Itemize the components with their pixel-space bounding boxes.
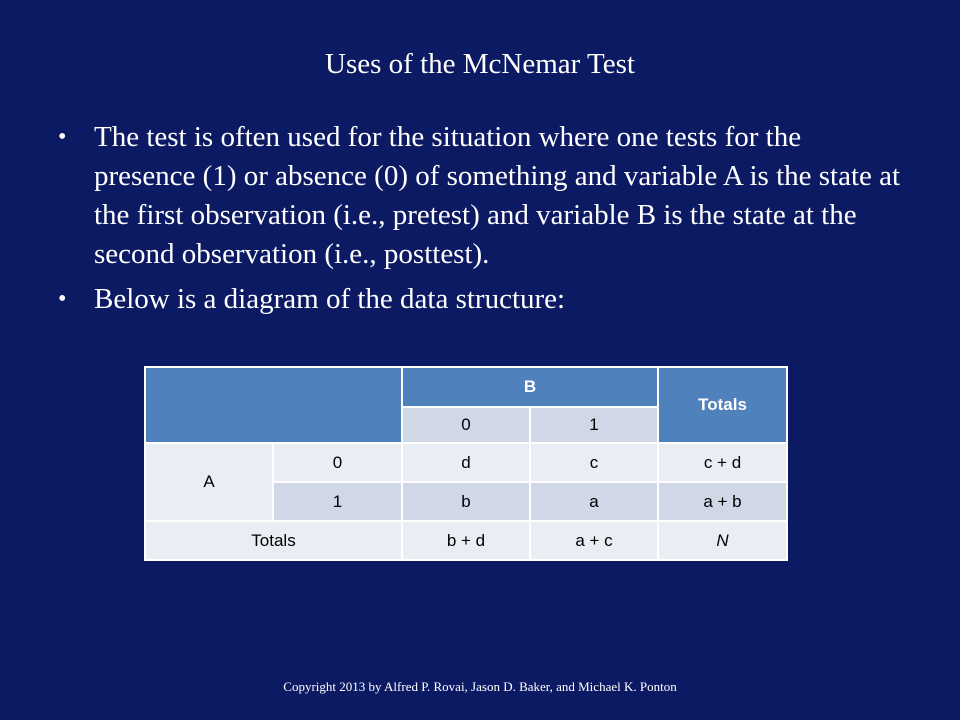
column-total-cell: a + c	[530, 521, 658, 560]
column-value-0: 0	[402, 407, 530, 443]
bullet-text: The test is often used for the situation where one tests for the presence (1) or absence (0) of something and variable A is the state at the first observation (i.e., pretest) and variable B is the state at the second observation (i.e., posttest).	[94, 121, 901, 270]
column-value-1: 1	[530, 407, 658, 443]
table-cell: a	[530, 482, 658, 521]
table-cell: c	[530, 443, 658, 482]
column-variable-header: B	[402, 367, 658, 407]
copyright-notice: Copyright 2013 by Alfred P. Rovai, Jason D. Baker, and Michael K. Ponton	[283, 679, 677, 694]
totals-row-label: Totals	[145, 521, 402, 560]
bullet-icon: •	[58, 286, 67, 312]
bullet-item	[58, 118, 908, 274]
row-variable-header: A	[145, 443, 273, 521]
bullet-list	[58, 118, 908, 325]
table-cell: d	[402, 443, 530, 482]
column-total-cell: b + d	[402, 521, 530, 560]
table-corner-cell	[145, 367, 402, 443]
totals-row	[145, 521, 787, 560]
grand-total-cell: N	[658, 521, 787, 560]
bullet-icon: •	[58, 124, 67, 150]
table-cell: b	[402, 482, 530, 521]
bullet-item	[58, 280, 908, 319]
totals-column-header: Totals	[658, 367, 787, 443]
slide-title: Uses of the McNemar Test	[325, 48, 635, 80]
table-header-row	[145, 367, 787, 407]
bullet-text: Below is a diagram of the data structure:	[94, 283, 566, 315]
row-value: 1	[273, 482, 402, 521]
table-row	[145, 443, 787, 482]
data-structure-table	[144, 366, 788, 561]
row-total-cell: a + b	[658, 482, 787, 521]
row-total-cell: c + d	[658, 443, 787, 482]
row-value: 0	[273, 443, 402, 482]
